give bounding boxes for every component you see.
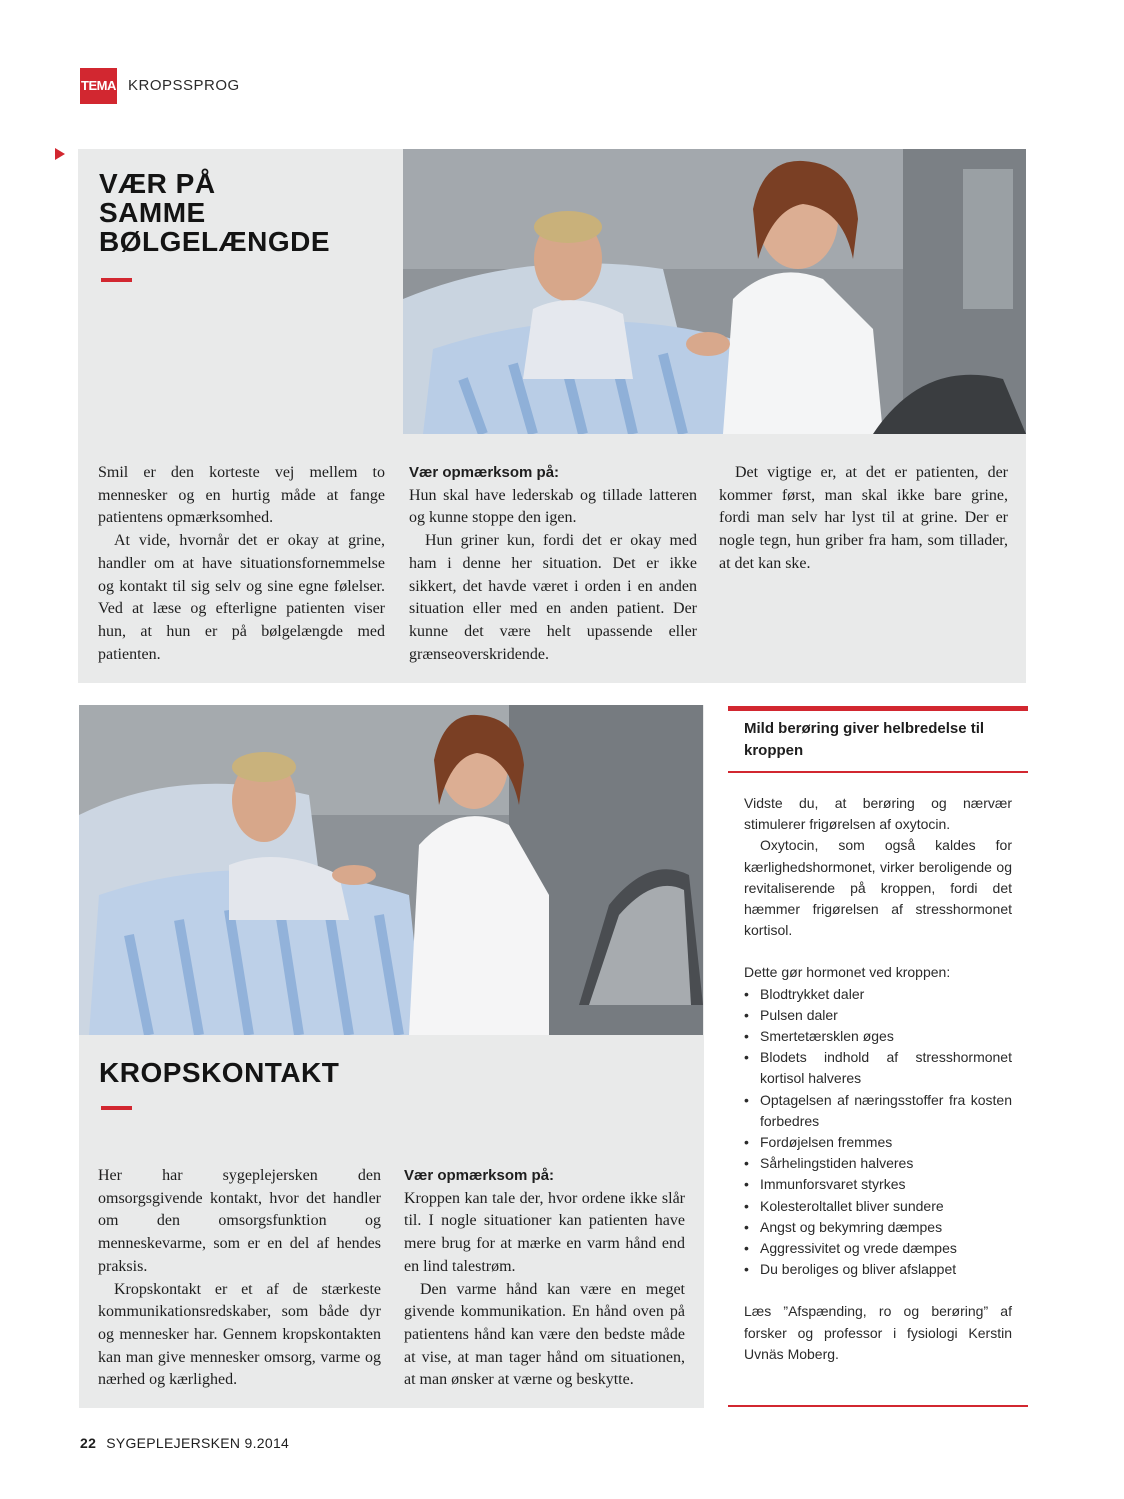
list-item: • Fordøjelsen fremmes [744, 1132, 1012, 1153]
triangle-marker-icon [55, 148, 65, 160]
page-footer [80, 1435, 289, 1451]
tema-badge: TEMA [80, 68, 117, 104]
article2-column-1 [98, 1165, 381, 1392]
paragraph: At vide, hvornår det er okay at grine, handler om at have situationsfornemmelse og kontakt til sig selv og sine egne følelser. Ved at læse og efterligne patienten viser hun, at hun er på bølgelængde med patienten. [98, 532, 385, 663]
page-number: 22 [80, 1435, 97, 1451]
list-item: • Immunforsvaret styrkes [744, 1174, 1012, 1195]
sidebar-paragraph: Oxytocin, som også kaldes for kærlighedshormonet, virker beroligende og revitaliserende på kroppen, fordi det hæmmer frigørelsen af stresshormonet kortisol. [744, 837, 1012, 939]
sidebar-title: Mild berøring giver helbredelse til kroppen [744, 720, 985, 759]
sidebar-bottom-rule [728, 1405, 1028, 1407]
list-item: • Sårhelingstiden halveres [744, 1153, 1012, 1174]
photo-nurse-touching-patient [79, 705, 703, 1035]
list-item: • Kolesteroltallet bliver sundere [744, 1196, 1012, 1217]
article-title-body-contact: KROPSKONTAKT [99, 1057, 340, 1088]
paragraph: Kroppen kan tale der, hvor ordene ikke slår til. I nogle situationer kan patienten have mere brug for at mærke en varm hånd end en lind talestrøm. [404, 1189, 685, 1275]
article1-column-2 [409, 462, 697, 666]
list-item: • Blodtrykket daler [744, 984, 1012, 1005]
sidebar-list-intro: Dette gør hormonet ved kroppen: [744, 964, 951, 981]
title-accent-bar [101, 1106, 132, 1110]
title-accent-bar [101, 278, 132, 282]
title-line: BØLGELÆNGDE [99, 226, 331, 257]
article1-column-1 [98, 462, 385, 666]
sidebar-body [744, 793, 1012, 1365]
paragraph: Her har sygeplejersken den omsorgsgivende kontakt, hvor det handler om den omsorgsfunktion og menneskevarme, som er en del af hendes praksis. [98, 1167, 381, 1275]
title-line: VÆR PÅ [99, 168, 216, 199]
list-item: • Optagelsen af næringsstoffer fra kosten forbedres [744, 1090, 1012, 1132]
list-item: • Blodets indhold af stresshormonet kortisol halveres [744, 1047, 1012, 1089]
list-item: • Angst og bekymring dæmpes [744, 1217, 1012, 1238]
paragraph: Kropskontakt er et af de stærkeste kommunikationsredskaber, som både dyr og mennesker har. Gennem kropskontakten kan man give mennesker omsorg, varme og nærhed og kærlighed. [98, 1280, 381, 1389]
section-label: KROPSSPROG [128, 77, 240, 94]
paragraph: Hun skal have lederskab og tillade latteren og kunne stoppe den igen. [409, 486, 697, 527]
photo-nurse-laughing-with-patient [403, 149, 1026, 434]
sidebar-top-rule [728, 706, 1028, 711]
column-lead: Vær opmærksom på: [409, 464, 560, 481]
paragraph: Det vigtige er, at det er patienten, der kommer først, man skal ikke bare grine, fordi man selv har lyst til at grine. Der er nogle tegn, hun griber fra ham, som tillader, at det kan ske. [719, 464, 1008, 572]
column-lead: Vær opmærksom på: [404, 1167, 555, 1184]
title-line: SAMME [99, 197, 206, 228]
list-item: • Du beroliges og bliver afslappet [744, 1259, 1012, 1280]
sidebar-paragraph: Vidste du, at berøring og nærvær stimulerer frigørelsen af oxytocin. [744, 795, 1012, 833]
list-item: • Aggressivitet og vrede dæmpes [744, 1238, 1012, 1259]
article-title-laughter [99, 169, 330, 256]
paragraph: Smil er den korteste vej mellem to mennesker og en hurtig måde at fange patientens opmærksomhed. [98, 464, 385, 527]
article1-column-3 [719, 462, 1008, 576]
sidebar-effects-list [744, 984, 1012, 1281]
sidebar-title-rule [728, 771, 1028, 773]
publication-name: SYGEPLEJERSKEN 9.2014 [106, 1435, 290, 1451]
paragraph: Hun griner kun, fordi det er okay med ham i denne her situation. Det er ikke sikkert, det havde været i orden i en anden situation eller med en anden patient. Der kunne det være helt upassende eller grænseoverskridende. [409, 532, 697, 663]
sidebar-reference: Læs ”Afspænding, ro og berøring” af forsker og professor i fysiologi Kerstin Uvnäs Moberg. [744, 1303, 1012, 1362]
list-item: • Pulsen daler [744, 1005, 1012, 1026]
article2-column-2 [404, 1165, 685, 1392]
list-item: • Smertetærsklen øges [744, 1026, 1012, 1047]
paragraph: Den varme hånd kan være en meget givende kommunikation. En hånd oven på patientens hånd kan være den bedste måde at vise, at man tager hånd om situationen, at man ønsker at værne og beskytte. [404, 1280, 685, 1389]
